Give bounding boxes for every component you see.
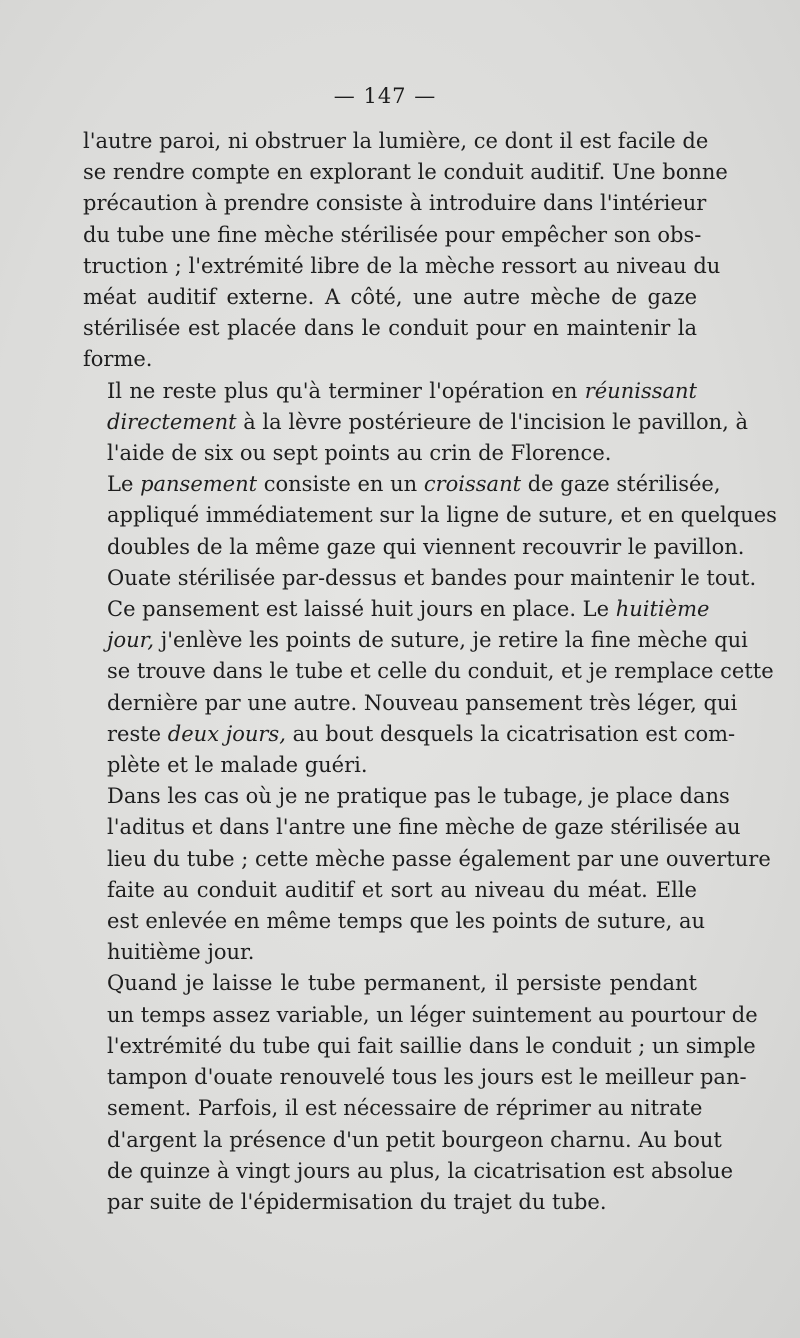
text-line: faite au conduit auditif et sort au niveau du méat. Elle <box>107 877 697 902</box>
paragraph-1 <box>83 126 728 376</box>
text-line: Quand je laisse le tube permanent, il persiste pendant <box>107 971 697 996</box>
text-run: reste <box>107 721 168 746</box>
text-run: Il ne reste plus qu'à terminer l'opération en <box>107 378 585 403</box>
text-line <box>83 594 710 625</box>
text-line: se trouve dans le tube et celle du conduit, et je remplace cette <box>107 659 774 684</box>
text-line: doubles de la même gaze qui viennent recouvrir le pavillon. <box>107 534 745 559</box>
text-line: de quinze à vingt jours au plus, la cicatrisation est absolue <box>107 1158 734 1183</box>
text-line: un temps assez variable, un léger suintement au pourtour de <box>107 1002 758 1027</box>
italic-run: deux jours, <box>167 721 286 746</box>
paragraph-5 <box>83 781 771 968</box>
text-line: appliqué immédiatement sur la ligne de suture, et en quelques <box>107 503 777 528</box>
italic-run: croissant <box>423 472 522 497</box>
paragraph-2 <box>83 376 748 470</box>
paragraph-3 <box>83 469 777 594</box>
text-line <box>83 407 748 438</box>
page-number: — 147 — <box>333 84 437 108</box>
text-line: Ouate stérilisée par-dessus et bandes pour maintenir le tout. <box>107 565 757 590</box>
text-line: d'argent la présence d'un petit bourgeon charnu. Au bout <box>107 1127 722 1152</box>
text-line: forme. <box>83 347 153 372</box>
text-line <box>83 469 721 500</box>
italic-run: directement <box>107 409 237 434</box>
text-line: par suite de l'épidermisation du trajet du tube. <box>107 1189 607 1214</box>
text-run: de gaze stérilisée, <box>521 472 721 497</box>
italic-run: réunissant <box>584 378 697 403</box>
text-line <box>83 625 748 656</box>
italic-run: jour, <box>107 628 155 653</box>
text-line: méat auditif externe. A côté, une autre mèche de gaze <box>83 285 697 310</box>
text-line: sement. Parfois, il est nécessaire de réprimer au nitrate <box>107 1096 703 1121</box>
text-line: Dans les cas où je ne pratique pas le tubage, je place dans <box>107 784 730 809</box>
text-line: du tube une fine mèche stérilisée pour empêcher son obs- <box>83 222 702 247</box>
text-line <box>83 376 697 407</box>
paragraph-6 <box>83 968 758 1218</box>
text-line: stérilisée est placée dans le conduit pour en maintenir la <box>83 316 697 341</box>
text-line: l'aditus et dans l'antre une fine mèche de gaze stérilisée au <box>107 815 741 840</box>
text-run: Ce pansement est laissé huit jours en place. Le <box>107 597 616 622</box>
italic-run: pansement <box>140 472 258 497</box>
text-line: plète et le malade guéri. <box>107 753 368 778</box>
text-line: tampon d'ouate renouvelé tous les jours est le meilleur pan- <box>107 1065 747 1090</box>
italic-run: huitième <box>615 597 710 622</box>
text-line: l'extrémité du tube qui fait saillie dans le conduit ; un simple <box>107 1033 756 1058</box>
text-line: précaution à prendre consiste à introduire dans l'intérieur <box>83 191 707 216</box>
text-run: j'enlève les points de suture, je retire la fine mèche qui <box>154 628 748 653</box>
text-line: l'aide de six ou sept points au crin de Florence. <box>107 441 612 466</box>
text-line: truction ; l'extrémité libre de la mèche ressort au niveau du <box>83 253 721 278</box>
text-line: lieu du tube ; cette mèche passe également par une ouverture <box>107 846 771 871</box>
text-run: au bout desquels la cicatrisation est com- <box>285 721 736 746</box>
text-run: consiste en un <box>257 472 424 497</box>
text-line: dernière par une autre. Nouveau pansement très léger, qui <box>107 690 738 715</box>
text-body <box>83 126 777 1218</box>
paragraph-4 <box>83 594 774 781</box>
text-run: à la lèvre postérieure de l'incision le pavillon, à <box>236 409 748 434</box>
text-line: est enlevée en même temps que les points de suture, au <box>107 909 706 934</box>
text-line: huitième jour. <box>107 940 255 965</box>
text-run: Le <box>107 472 141 497</box>
text-line: se rendre compte en explorant le conduit auditif. Une bonne <box>83 160 728 185</box>
text-line: l'autre paroi, ni obstruer la lumière, ce dont il est facile de <box>83 129 709 153</box>
text-line <box>83 719 736 750</box>
